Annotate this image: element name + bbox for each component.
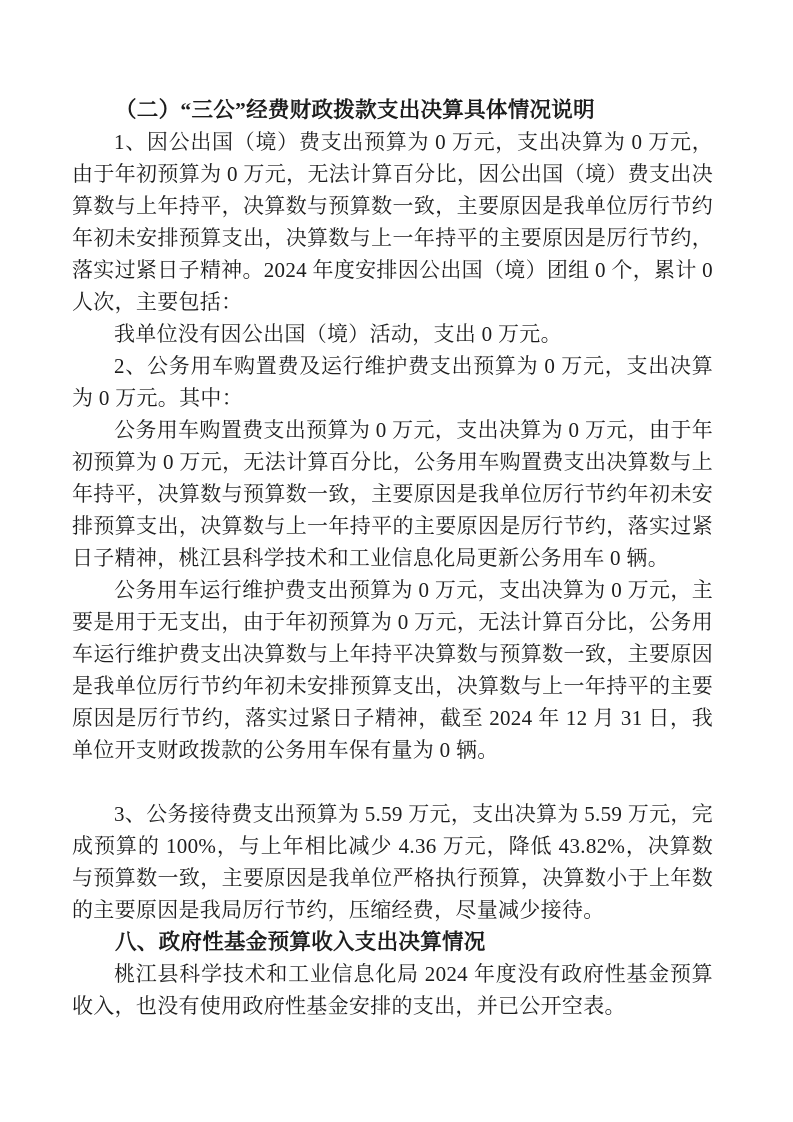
para-government-fund-statement: 桃江县科学技术和工业信息化局 2024 年度没有政府性基金预算收入，也没有使用政府性基金安排的支出，并已公开空表。 [72,962,713,1018]
para-vehicle-maintenance-expense: 公务用车运行维护费支出预算为 0 万元，支出决算为 0 万元，主要是用于无支出，由于年初预算为 0 万元，无法计算百分比，公务用车运行维护费支出决算数与上年持平决算数与预算数一致，主要原因是我单位厉行节约年初未安排预算支出，决算数与上一年持平的主要原因是厉行节约，落实过紧日子精神，截至 2024 年 12 月 31 日，我单位开支财政拨款的公务用车保有量为 0 辆。 [72,578,713,762]
para-official-vehicle-total: 2、公务用车购置费及运行维护费支出预算为 0 万元，支出决算为 0 万元。其中： [72,354,713,410]
para-official-reception-expense: 3、公务接待费支出预算为 5.59 万元，支出决算为 5.59 万元，完成预算的 100%，与上年相比减少 4.36 万元，降低 43.82%，决算数与预算数一致，主要原因是我单位严格执行预算，决算数小于上年数的主要原因是我局厉行节约，压缩经费，尽量减少接待。 [72,802,713,922]
para-vehicle-purchase-expense: 公务用车购置费支出预算为 0 万元，支出决算为 0 万元，由于年初预算为 0 万元，无法计算百分比，公务用车购置费支出决算数与上年持平，决算数与预算数一致，主要原因是我单位厉行节约年初未安排预算支出，决算数与上一年持平的主要原因是厉行节约，落实过紧日子精神，桃江县科学技术和工业信息化局更新公务用车 0 辆。 [72,418,713,570]
section-heading-government-fund-budget: 八、政府性基金预算收入支出决算情况 [115,930,486,954]
para-overseas-travel-expense: 1、因公出国（境）费支出预算为 0 万元，支出决算为 0 万元，由于年初预算为 0 万元，无法计算百分比，因公出国（境）费支出决算数与上年持平，决算数与预算数一致，主要原因是我单位厉行节约年初未安排预算支出，决算数与上一年持平的主要原因是厉行节约，落实过紧日子精神。2024 年度安排因公出国（境）团组 0 个，累计 0 人次，主要包括： [72,130,713,314]
para-no-overseas-activity: 我单位没有因公出国（境）活动，支出 0 万元。 [114,322,562,346]
section-heading-sangong-expense-details: （二）“三公”经费财政拨款支出决算具体情况说明 [115,98,595,122]
